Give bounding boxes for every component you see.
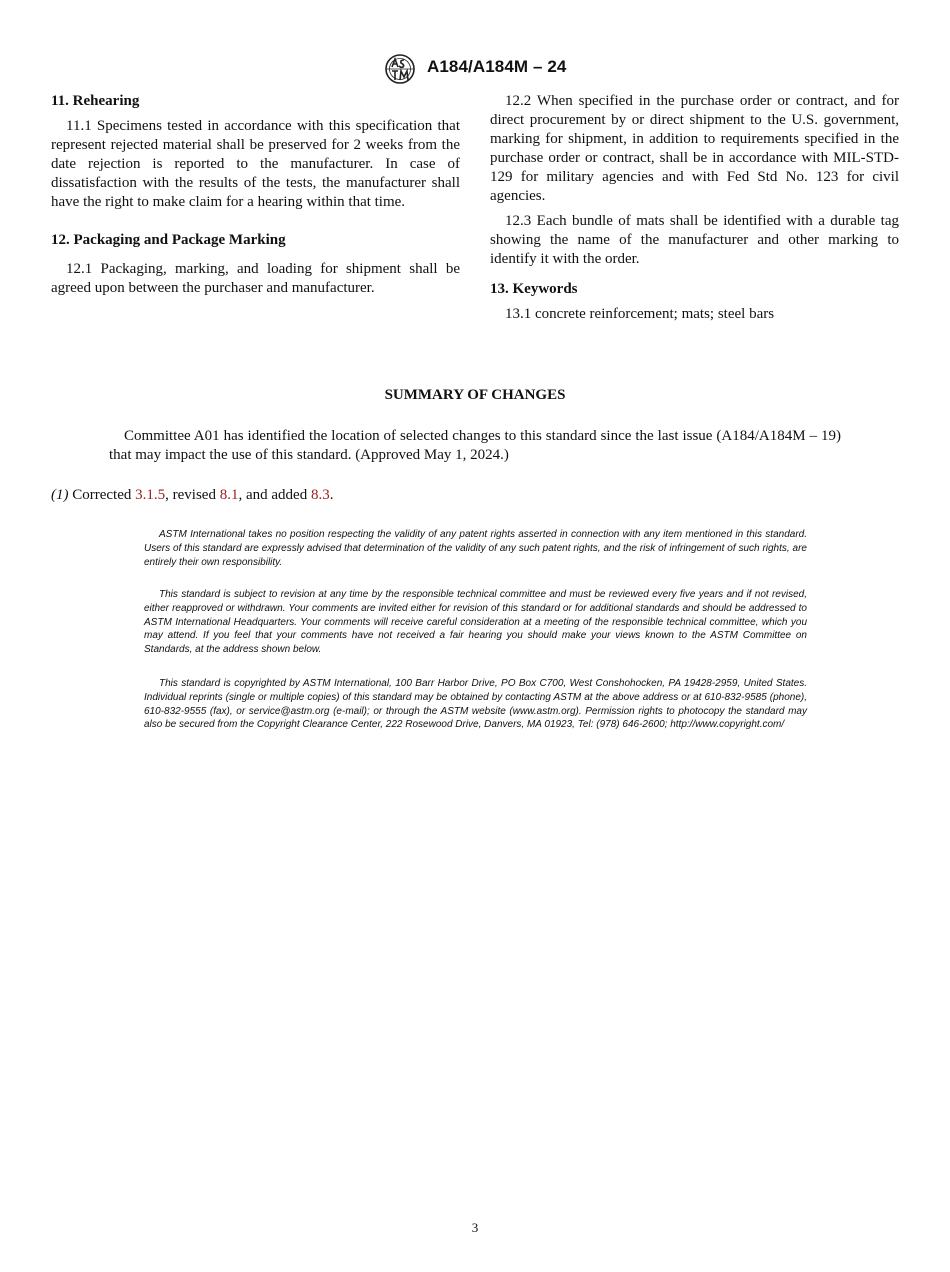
paragraph-13-1: 13.1 concrete reinforcement; mats; steel bars (505, 306, 775, 322)
summary-intro: Committee A01 has identified the location of selected changes to this standard since the last issue (A184/A184M – 19) that may impact the use of this standard. (Approved May 1, 2024.) (109, 428, 841, 463)
summary-of-changes-title: SUMMARY OF CHANGES (384, 387, 566, 403)
paragraph-11-1: 11.1 Specimens tested in accordance with this specification that represent rejected material shall be preserved for 2 weeks from the date rejection is reported to the manufacturer. In case of dissatisfaction with the results of the tests, the manufacturer shall have the right to make claim for a hearing within that time. (51, 118, 460, 210)
copyright-notice: This standard is copyrighted by ASTM International, 100 Barr Harbor Drive, PO Box C700, West Conshohocken, PA 19428-2959, United States. Individual reprints (single or multiple copies) of this standard may be obtained by contacting ASTM at the above address or at 610-832-9585 (phone), 610-832-9555 (fax), or service@astm.org (e-mail); or through the ASTM website (www.astm.org). Permission rights to photocopy the standard may also be secured from the Copyright Clearance Center, 222 Rosewood Drive, Danvers, MA 01923, Tel: (978) 646-2600; http://www.copyright.com/ (144, 678, 807, 731)
link-8-3[interactable]: 8.3 (310, 487, 330, 503)
designation-title: A184/A184M – 24 (427, 57, 567, 76)
paragraph-12-2: 12.2 When specified in the purchase order or contract, and for direct procurement by or direct shipment to the U.S. government, marking for shipment, in addition to requirements specified in the purchase order or contract, shall be in accordance with MIL-STD-129 for military agencies and with Fed Std No. 123 for civil agencies. (490, 93, 899, 204)
revision-notice: This standard is subject to revision at any time by the responsible technical committee and must be reviewed every five years and if not revised, either reapproved or withdrawn. Your comments are invited either for revision of this standard or for additional standards and should be addressed to ASTM International Headquarters. Your comments will receive careful consideration at a meeting of the responsible technical committee, which you may attend. If you feel that your comments have not received a fair hearing you should make your views known to the ASTM Committee on Standards, at the address shown below. (144, 589, 807, 656)
change-text: . (329, 487, 334, 503)
astm-logo-icon (383, 54, 417, 84)
patent-notice: ASTM International takes no position respecting the validity of any patent rights asserted in connection with any item mentioned in this standard. Users of this standard are expressly advised that determination of the validity of any such patent rights, and the risk of infringement of such rights, are entirely their own responsibility. (144, 529, 807, 568)
section-11-heading: 11. Rehearing (51, 93, 140, 109)
change-number: (1) (51, 487, 69, 503)
section-12-heading: 12. Packaging and Package Marking (51, 232, 286, 248)
page-number: 3 (471, 1220, 479, 1235)
link-8-1[interactable]: 8.1 (219, 487, 239, 503)
change-text: , and added (238, 487, 311, 503)
change-text: , revised (165, 487, 220, 503)
paragraph-12-3: 12.3 Each bundle of mats shall be identified with a durable tag showing the name of the manufacturer and other marking to identify it with the order. (490, 213, 899, 267)
page-header (0, 54, 950, 84)
section-13-heading: 13. Keywords (490, 281, 578, 297)
change-text: Corrected (68, 487, 136, 503)
left-column (51, 92, 460, 298)
link-3-1-5[interactable]: 3.1.5 (135, 487, 166, 503)
right-column (490, 92, 899, 324)
paragraph-12-1: 12.1 Packaging, marking, and loading for shipment shall be agreed upon between the purchaser and manufacturer. (51, 261, 460, 296)
change-item-1 (51, 486, 333, 505)
